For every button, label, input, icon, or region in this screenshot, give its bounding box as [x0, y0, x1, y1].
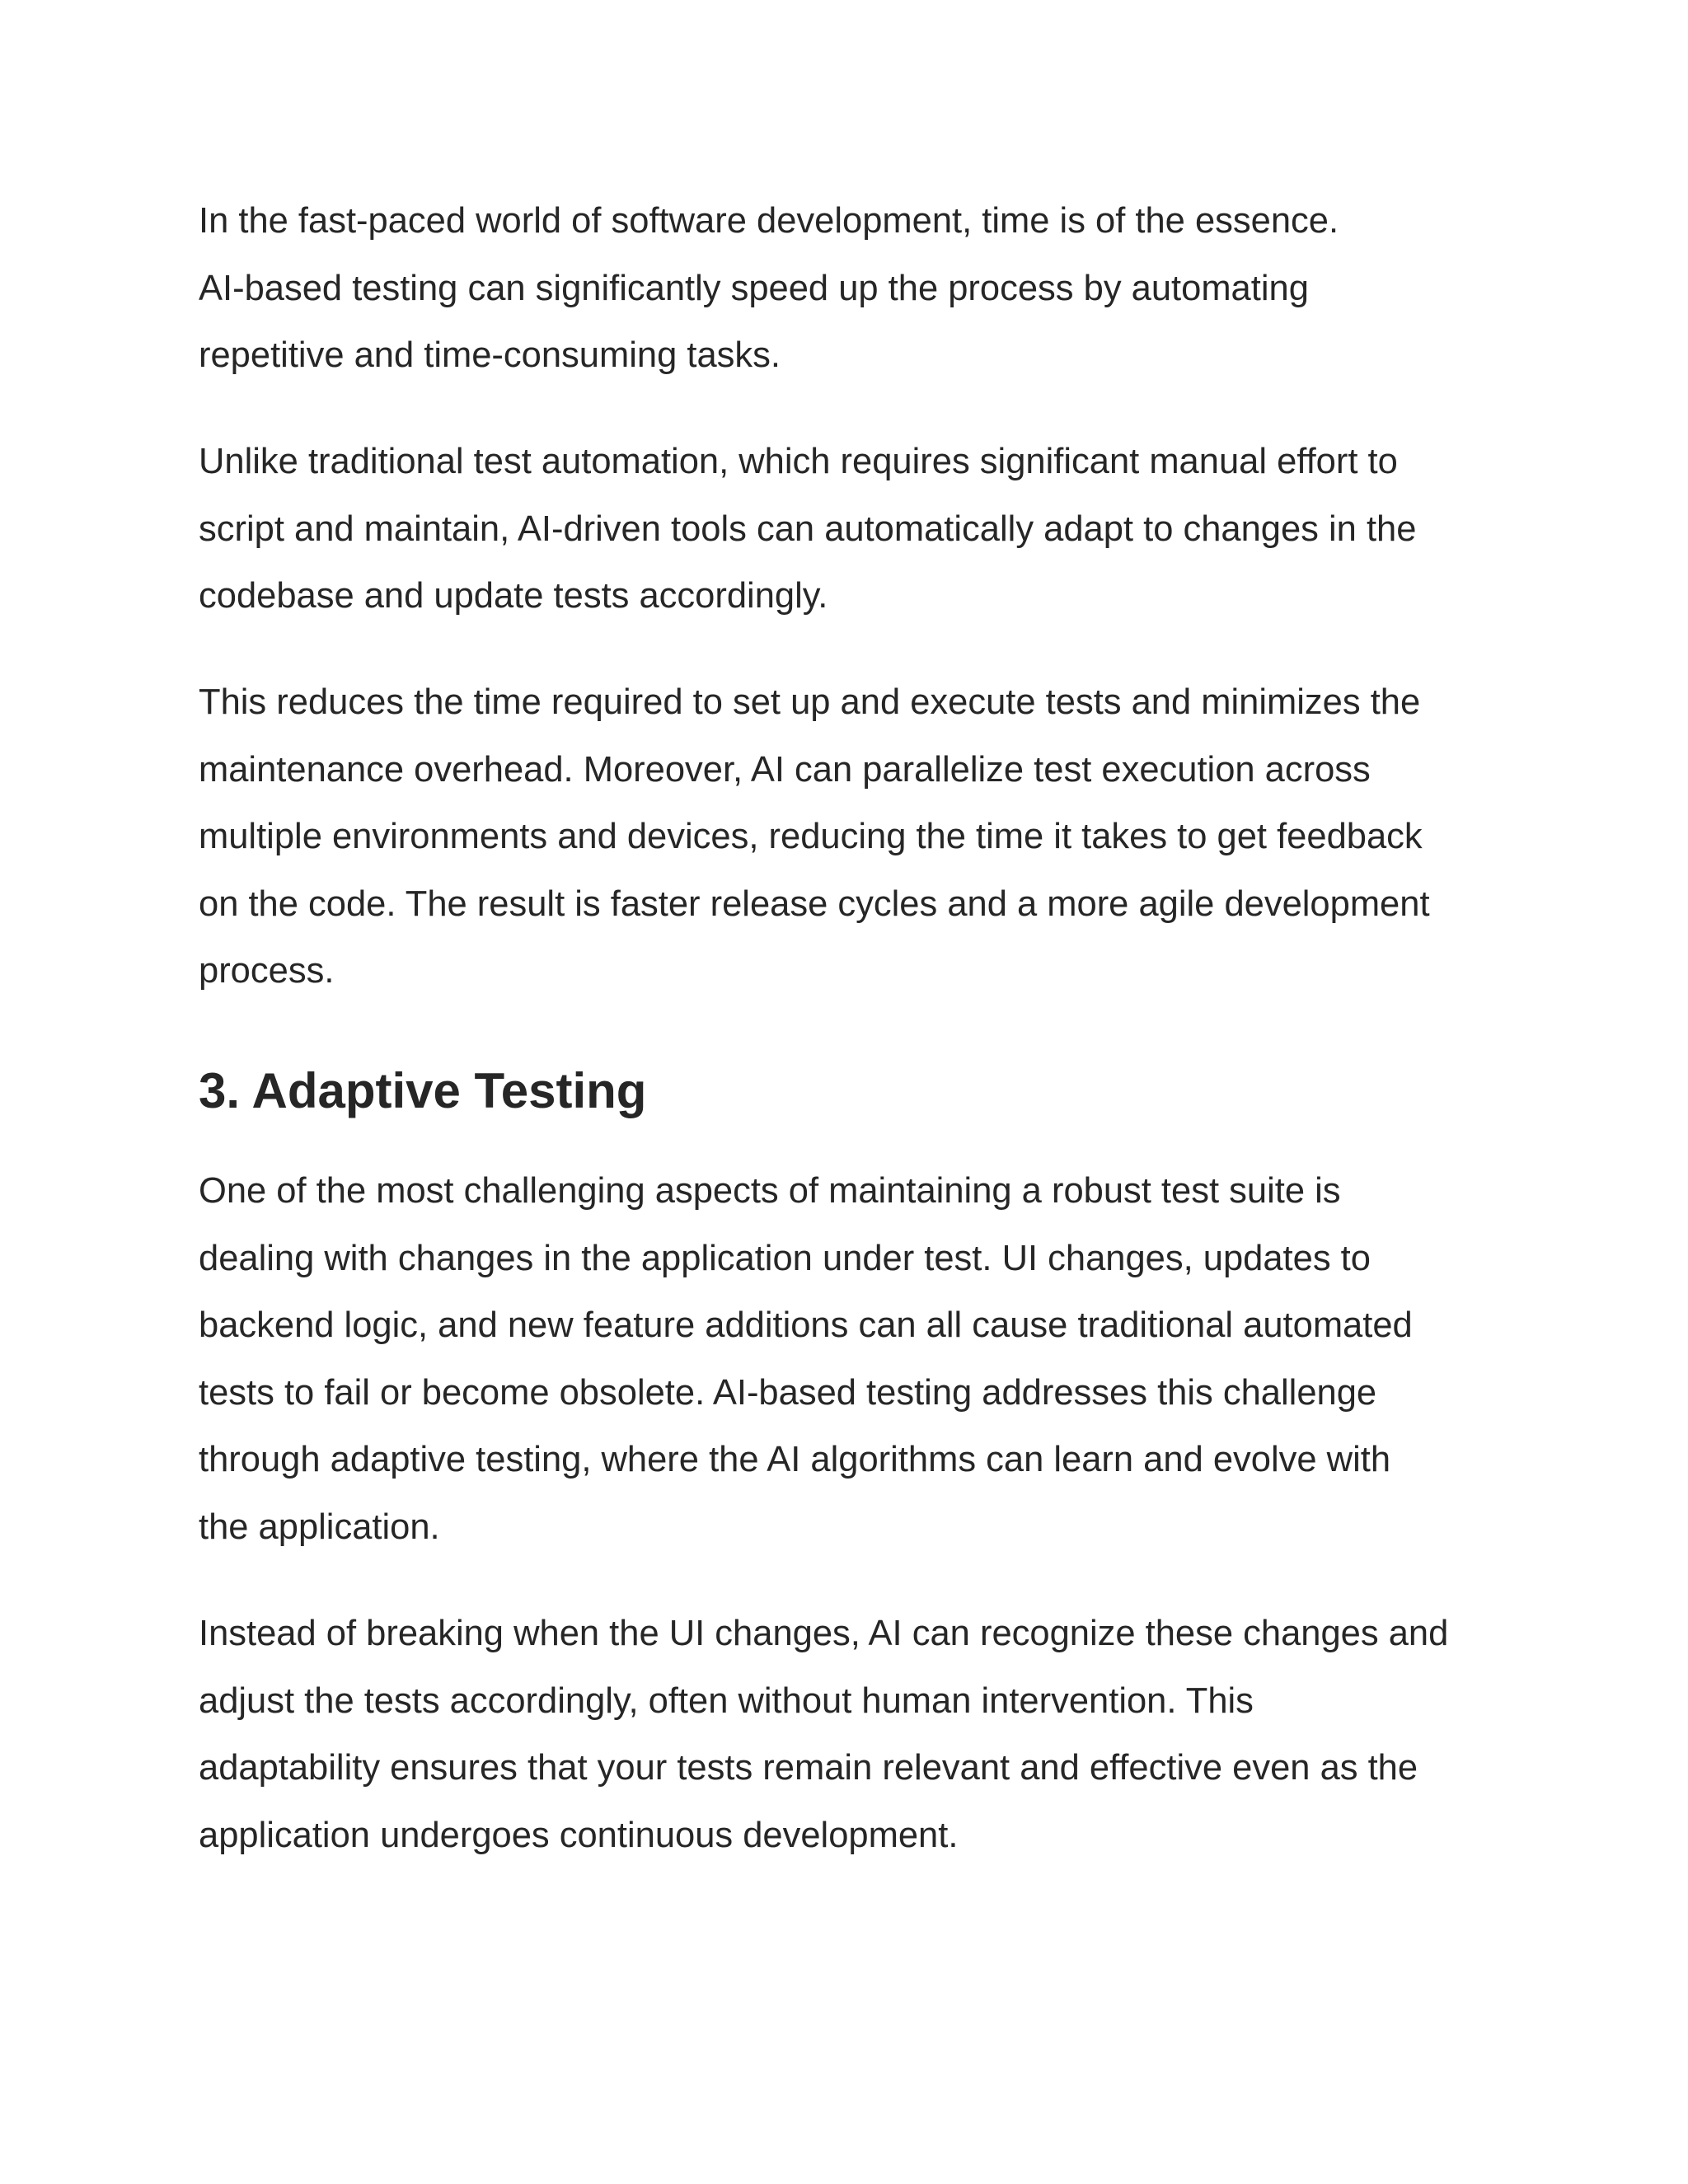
text-line: maintenance overhead. Moreover, AI can parallelize test execution across — [199, 749, 1371, 790]
text-line: AI-based testing can significantly speed up the process by automating — [199, 268, 1309, 308]
paragraph-traditional-automation — [199, 429, 1501, 630]
text-line: process. — [199, 951, 335, 991]
paragraph-ui-changes — [199, 1601, 1501, 1869]
text-line: One of the most challenging aspects of maintaining a robust test suite is — [199, 1171, 1341, 1211]
text-line: Unlike traditional test automation, which requires significant manual effort to — [199, 442, 1398, 481]
text-line: the application. — [199, 1507, 440, 1547]
text-line: on the code. The result is faster release cycles and a more agile development — [199, 883, 1430, 924]
paragraph-time-essence — [199, 188, 1501, 390]
section-heading: 3. Adaptive Testing — [199, 1063, 647, 1118]
text-line: through adaptive testing, where the AI algorithms can learn and evolve with — [199, 1440, 1391, 1479]
paragraph-challenging-aspects — [199, 1158, 1501, 1561]
text-line: In the fast-paced world of software development, time is of the essence. — [199, 201, 1339, 241]
text-line: backend logic, and new feature additions can all cause traditional automated — [199, 1305, 1413, 1345]
text-line: script and maintain, AI-driven tools can automatically adapt to changes in the — [199, 509, 1417, 549]
text-line: adjust the tests accordingly, often without human intervention. This — [199, 1680, 1254, 1721]
text-line: adaptability ensures that your tests remain relevant and effective even as the — [199, 1748, 1418, 1788]
text-line: tests to fail or become obsolete. AI-based testing addresses this challenge — [199, 1372, 1377, 1413]
text-line: codebase and update tests accordingly. — [199, 576, 828, 616]
paragraph-reduces-time — [199, 669, 1501, 1005]
text-line: multiple environments and devices, reducing the time it takes to get feedback — [199, 817, 1423, 856]
text-line: Instead of breaking when the UI changes, AI can recognize these changes and — [199, 1614, 1449, 1653]
text-line: This reduces the time required to set up and execute tests and minimizes the — [199, 682, 1421, 722]
text-line: dealing with changes in the application under test. UI changes, updates to — [199, 1238, 1371, 1278]
text-line: repetitive and time-consuming tasks. — [199, 335, 781, 375]
text-line: application undergoes continuous development. — [199, 1815, 959, 1855]
